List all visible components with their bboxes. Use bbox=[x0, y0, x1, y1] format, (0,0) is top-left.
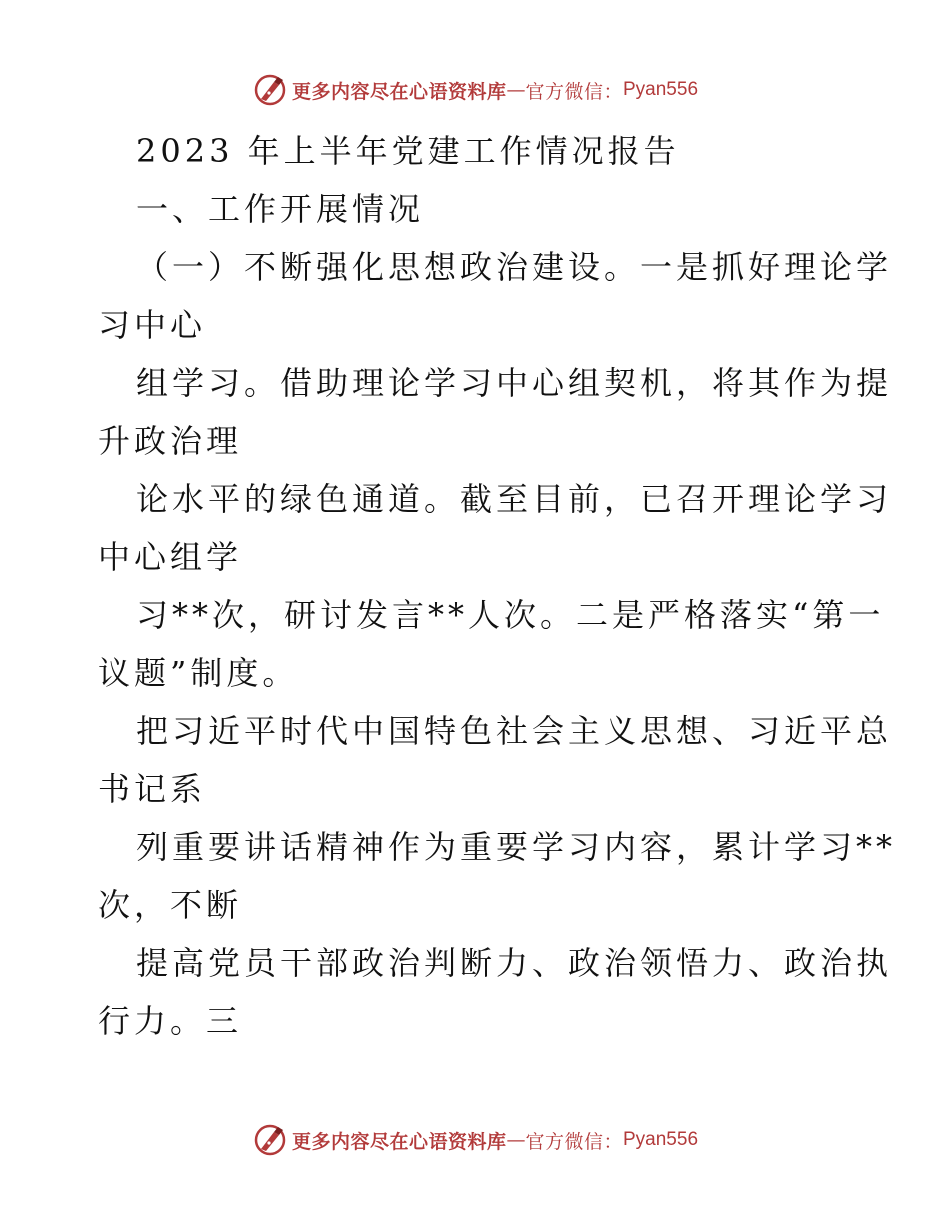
paragraph-line: 行力。三 bbox=[98, 1002, 243, 1040]
paragraph-line: 习**次，研讨发言**人次。二是严格落实“第一 bbox=[136, 596, 885, 634]
footer-brand-text: 更多内容尽在心语资料库 bbox=[291, 1130, 507, 1153]
pen-nib-logo-icon bbox=[252, 1122, 288, 1158]
header-wechat-label: 官方微信： bbox=[525, 80, 623, 103]
paragraph-line: 把习近平时代中国特色社会主义思想、习近平总 bbox=[136, 712, 893, 750]
paragraph-line: 议题”制度。 bbox=[98, 654, 299, 692]
paragraph-line: 组学习。借助理论学习中心组契机，将其作为提 bbox=[136, 364, 893, 402]
header-brand-text: 更多内容尽在心语资料库 bbox=[291, 80, 507, 103]
paragraph-line: 提高党员干部政治判断力、政治领悟力、政治执 bbox=[136, 944, 893, 982]
header-separator: — bbox=[506, 79, 526, 101]
footer-wechat-id: Pyan556 bbox=[623, 1129, 699, 1150]
section-heading: 一、工作开展情况 bbox=[136, 190, 425, 228]
document-title: 2023 年上半年党建工作情况报告 bbox=[136, 132, 680, 170]
footer-separator: — bbox=[506, 1129, 526, 1151]
paragraph-line: 中心组学 bbox=[98, 538, 243, 576]
paragraph-line: 书记系 bbox=[98, 770, 207, 808]
paragraph-line: 列重要讲话精神作为重要学习内容，累计学习** bbox=[136, 828, 897, 866]
paragraph-line: 升政治理 bbox=[98, 422, 243, 460]
paragraph-line: 习中心 bbox=[98, 306, 207, 344]
footer-wechat-label: 官方微信： bbox=[525, 1130, 623, 1153]
header-watermark bbox=[0, 70, 950, 110]
pen-nib-logo-icon bbox=[252, 72, 288, 108]
header-wechat-id: Pyan556 bbox=[623, 79, 699, 100]
paragraph-line: 论水平的绿色通道。截至目前，已召开理论学习 bbox=[136, 480, 893, 518]
footer-watermark bbox=[0, 1120, 950, 1160]
paragraph-line: 次，不断 bbox=[98, 886, 243, 924]
paragraph-line: （一）不断强化思想政治建设。一是抓好理论学 bbox=[136, 248, 893, 286]
